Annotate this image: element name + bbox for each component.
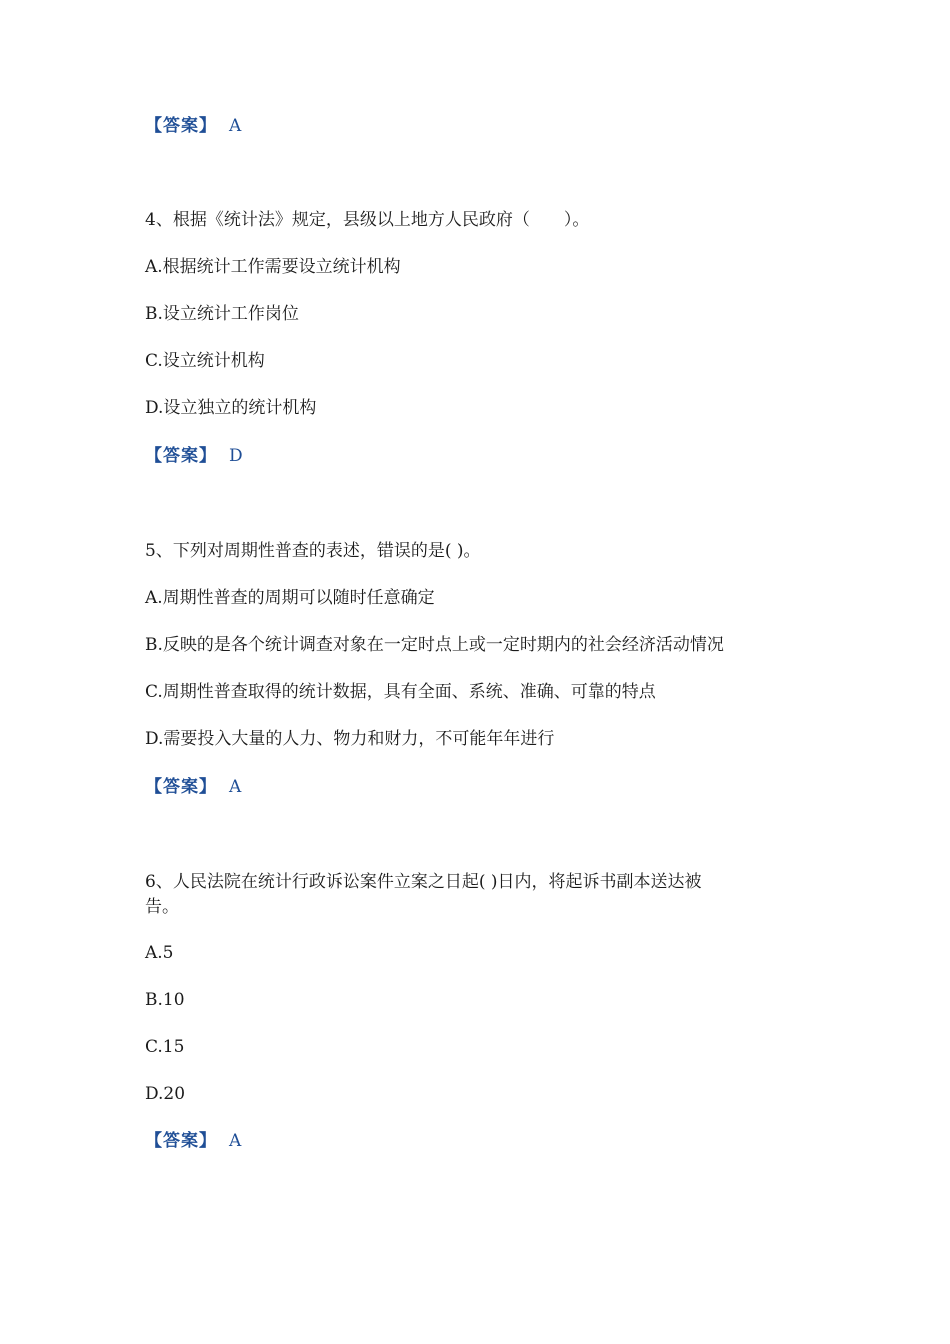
q6-option-c: C.15: [145, 1037, 185, 1057]
q4-option-d: D.设立独立的统计机构: [145, 398, 317, 418]
q6-option-b: B.10: [145, 990, 185, 1010]
q5-option-a: A.周期性普查的周期可以随时任意确定: [145, 588, 435, 608]
answer-value: A: [229, 1131, 242, 1151]
q6-answer: [145, 1130, 241, 1152]
answer-label: 【答案】: [145, 777, 217, 797]
q4-option-a: A.根据统计工作需要设立统计机构: [145, 257, 401, 277]
answer-value: A: [229, 116, 242, 136]
q6-option-a: A.5: [145, 943, 174, 963]
q4-option-c: C.设立统计机构: [145, 351, 265, 371]
answer-value: A: [229, 777, 242, 797]
q3-answer: [145, 115, 241, 137]
q6-stem-line1: 6、人民法院在统计行政诉讼案件立案之日起( )日内，将起诉书副本送达被: [145, 872, 702, 892]
q5-option-b: B.反映的是各个统计调查对象在一定时点上或一定时期内的社会经济活动情况: [145, 635, 724, 655]
q6-option-d: D.20: [145, 1084, 186, 1104]
answer-label: 【答案】: [145, 446, 217, 466]
answer-label: 【答案】: [145, 1131, 217, 1151]
q4-option-b: B.设立统计工作岗位: [145, 304, 299, 324]
q4-stem: 4、根据《统计法》规定，县级以上地方人民政府（ ）。: [145, 210, 590, 230]
q6-stem-line2: 告。: [145, 897, 179, 917]
q5-answer: [145, 776, 241, 798]
q5-stem: 5、下列对周期性普查的表述，错误的是( )。: [145, 541, 481, 561]
answer-value: D: [229, 446, 243, 466]
q5-option-c: C.周期性普查取得的统计数据，具有全面、系统、准确、可靠的特点: [145, 682, 656, 702]
q4-answer: [145, 445, 243, 467]
answer-label: 【答案】: [145, 116, 217, 136]
q5-option-d: D.需要投入大量的人力、物力和财力，不可能年年进行: [145, 729, 555, 749]
